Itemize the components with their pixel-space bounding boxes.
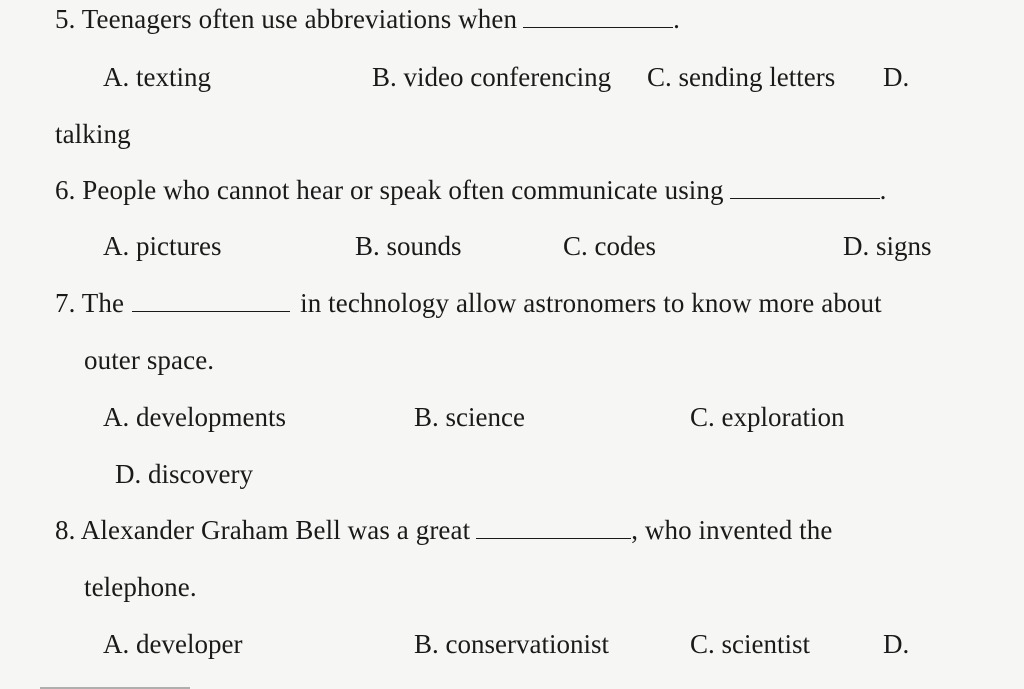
question-5-stem <box>55 2 680 36</box>
question-5-option-d-text: talking <box>55 119 131 149</box>
question-8-stem <box>55 513 832 547</box>
question-8-option-b[interactable]: B. conservationist <box>414 629 609 659</box>
question-8-end: , who invented the <box>631 515 833 545</box>
question-5-option-b[interactable]: B. video conferencing <box>372 62 612 92</box>
question-6-end: . <box>879 175 887 205</box>
question-7-text: 7. The <box>55 288 125 318</box>
question-8-text: 8. Alexander Graham Bell was a great <box>55 515 471 545</box>
question-7-stem <box>55 286 882 320</box>
question-5-end: . <box>673 4 680 34</box>
question-6-option-b[interactable]: B. sounds <box>355 231 462 261</box>
question-7-blank[interactable] <box>132 289 290 312</box>
question-6-stem <box>55 173 886 207</box>
question-5-text: 5. Teenagers often use abbreviations when <box>55 4 518 34</box>
question-7-continuation: outer space. <box>84 345 215 375</box>
question-6-text: 6. People who cannot hear or speak often communicate using <box>55 175 724 205</box>
question-6-option-c[interactable]: C. codes <box>563 231 656 261</box>
question-8-option-c[interactable]: C. scientist <box>690 629 810 659</box>
question-7-option-c[interactable]: C. exploration <box>690 402 845 432</box>
question-7-option-b[interactable]: B. science <box>414 402 525 432</box>
cropped-text-edge <box>40 683 190 689</box>
question-7-option-d[interactable]: D. discovery <box>115 459 253 489</box>
question-5-blank[interactable] <box>523 5 673 28</box>
question-5-option-a[interactable]: A. texting <box>103 62 211 92</box>
question-5-option-d[interactable]: D. <box>883 62 910 92</box>
question-8-blank[interactable] <box>476 516 631 539</box>
question-8-option-a[interactable]: A. developer <box>103 629 243 659</box>
question-7-end: in technology allow astronomers to know more about <box>300 288 882 318</box>
question-6-option-a[interactable]: A. pictures <box>103 231 222 261</box>
question-6-blank[interactable] <box>730 176 880 199</box>
question-7-option-a[interactable]: A. developments <box>103 402 286 432</box>
question-5-option-c[interactable]: C. sending letters <box>647 62 836 92</box>
question-8-continuation: telephone. <box>84 572 197 602</box>
question-6-option-d[interactable]: D. signs <box>843 231 932 261</box>
question-8-option-d[interactable]: D. <box>883 629 910 659</box>
